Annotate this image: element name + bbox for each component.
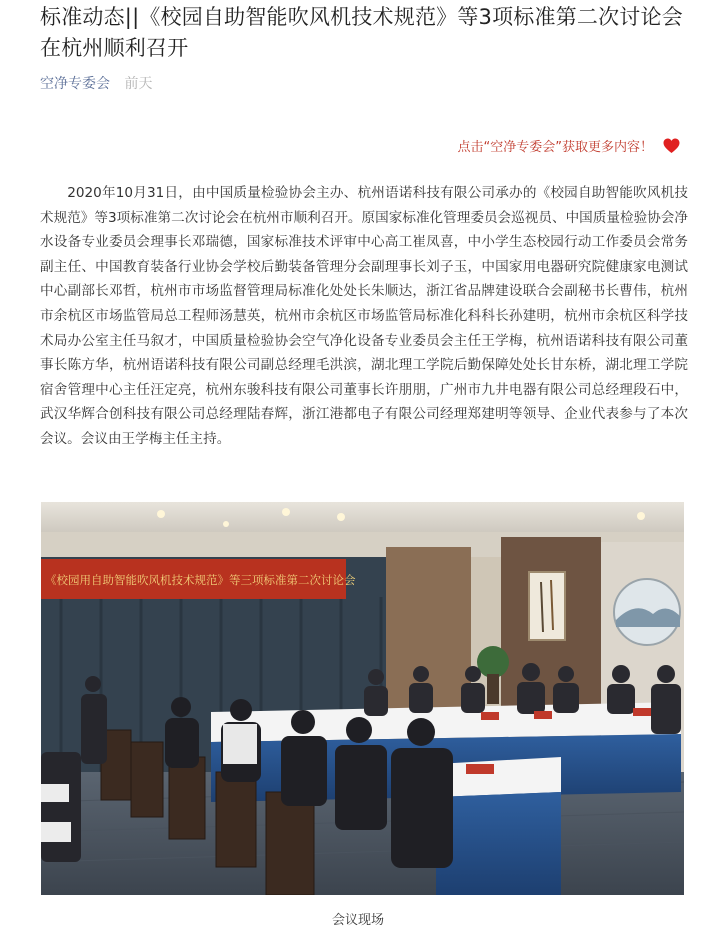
publish-time: 前天	[124, 76, 153, 92]
article-body: 2020年10月31日，由中国质量检验协会主办、杭州语诺科技有限公司承办的《校园自助智能吹风机技术规范》等3项标准第二次讨论会在杭州市顺利召开。原国家标准化管理委员会巡视员、中国质量检验协会净水设备专业委员会理事长邓瑞德，国家标准技术评审中心高工崔凤喜，中小学生态校园行动工作委员会常务副主任、中国教育装备行业协会学校后勤装备管理分会副理事长刘子玉，中国家用电器研究院健康家电测试中心副部长邓哲，杭州市市场监督管理局标准化处处长朱顺达，浙江省品牌建设联合会副秘书长曹伟，杭州市余杭区市场监管局总工程师汤慧英，杭州市余杭区市场监管局标准化科科长孙建明，杭州市余杭区科学技术局办公室主任马叙才，中国质量检验协会空气净化设备专业委员会主任王学梅，杭州语诺科技有限公司董事长陈方华，杭州语诺科技有限公司副总经理毛洪滨，湖北理工学院后勤保障处处长甘东桥，湖北理工学院宿舍管理中心主任汪定亮，杭州东骏科技有限公司董事长许朋朋，广州市九井电器有限公司总经理段石中，武汉华辉合创科技有限公司总经理陆春辉，浙江港都电子有限公司经理郑建明等领导、企业代表参与了本次会议。会议由王学梅主任主持。	[40, 185, 688, 447]
article-meta	[40, 73, 152, 93]
photo-banner-text: 《校园用自助智能吹风机技术规范》等三项标准第二次讨论会	[45, 573, 356, 587]
follow-promo[interactable]	[458, 136, 680, 155]
meeting-photo	[41, 502, 684, 895]
photo-caption: 会议现场	[331, 913, 384, 928]
author-link[interactable]: 空净专委会	[40, 76, 110, 92]
promo-text: 点击“空净专委会”获取更多内容！	[457, 140, 653, 155]
article-title: 标准动态||《校园自助智能吹风机技术规范》等3项标准第二次讨论会在杭州顺利召开	[40, 5, 683, 60]
heart-icon	[663, 138, 680, 154]
